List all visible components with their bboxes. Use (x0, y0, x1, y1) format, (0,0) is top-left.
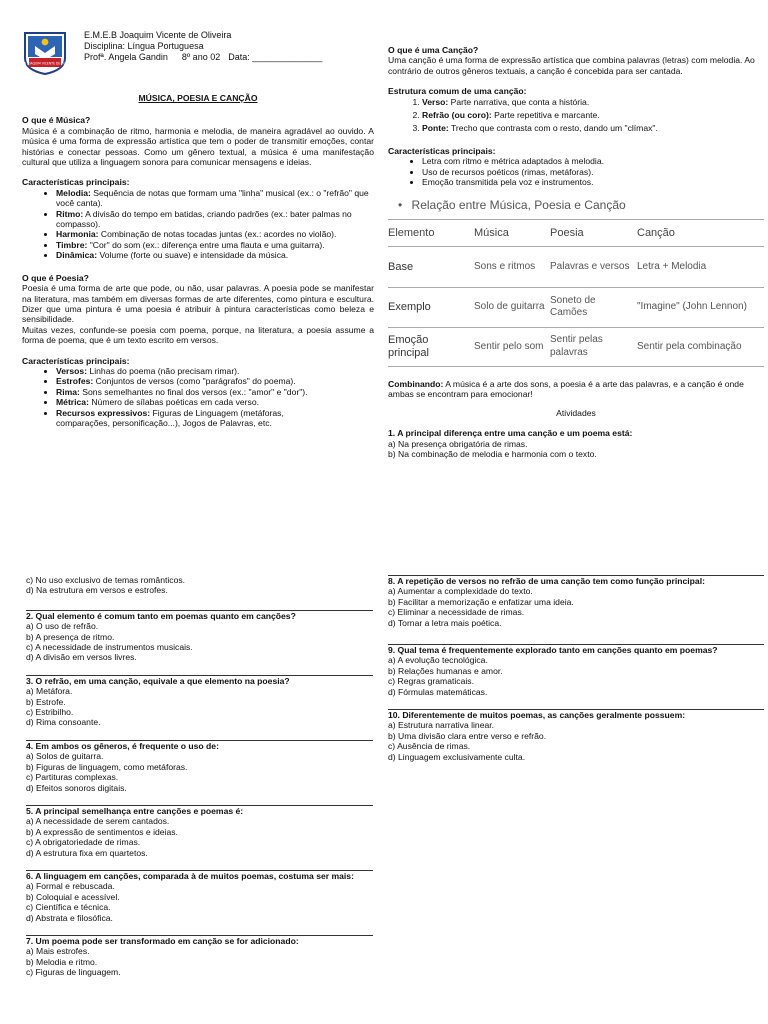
discipline: Disciplina: Língua Portuguesa (84, 41, 204, 51)
option[interactable]: d) Linguagem exclusivamente culta. (388, 751, 526, 762)
list-item: • Recursos expressivos: Figuras de Linguagem (metáforas, comparações, personificação...), Jogos de Palavras, etc. (56, 408, 374, 429)
option[interactable]: b) Facilitar a memorização e enfatizar uma ideia. (388, 596, 574, 607)
table-cell: Exemplo (388, 287, 474, 327)
list-item: • Uso de recursos poéticos (rimas, metáforas). (422, 167, 764, 177)
list-item: • Rima: Sons semelhantes no final dos versos (ex.: "amor" e "dor"). (56, 387, 374, 397)
question-4 (26, 741, 373, 793)
list-item: • Harmonia: Combinação de notas tocadas juntas (ex.: acordes no violão). (56, 229, 374, 239)
right-questions-column (388, 575, 764, 762)
list-item: 2. Refrão (ou coro): Parte repetitiva e marcante. (422, 110, 764, 120)
relacao-heading-row (388, 197, 764, 213)
option[interactable]: b) Na combinação de melodia e harmonia com o texto. (388, 449, 597, 459)
option[interactable]: b) A expressão de sentimentos e ideias. (26, 826, 178, 837)
grade: 8º ano 02 (181, 52, 221, 62)
question-10 (388, 710, 764, 762)
column-header: Música (474, 220, 550, 247)
combinando-text: Combinando: A música é a arte dos sons, a poesia é a arte das palavras, e a canção é onde ambas se encontram para emocionar! (388, 378, 744, 400)
question-text: 6. A linguagem em canções, comparada à de muitos poemas, costuma ser mais: (26, 870, 354, 881)
table-cell: "Imagine" (John Lennon) (637, 287, 764, 327)
column-header: Poesia (550, 220, 637, 247)
option[interactable]: a) Na presença obrigatória de rimas. (388, 438, 528, 449)
list-item: 3. Ponte: Trecho que contrasta com o resto, dando um "clímax". (422, 123, 764, 133)
poesia-char-list (22, 366, 374, 428)
option[interactable]: c) No uso exclusivo de temas românticos. (26, 575, 186, 585)
cancao-struct-list (388, 97, 764, 134)
poesia-text-1: Poesia é uma forma de arte que pode, ou não, usar palavras. A poesia pode se manifestar na literatura, mas também em diversas formas de arte diferentes, como pintura e escultura. Dizer que uma pintura é uma poesia é atribuir à pintura características como beleza e sensibilidade. (22, 283, 374, 325)
list-item: • Melodia: Sequência de notas que formam uma "linha" musical (ex.: o "refrão" que você canta). (56, 188, 374, 209)
cancao-char-heading: Características principais: (388, 145, 496, 156)
musica-char-list (22, 188, 374, 261)
option[interactable]: d) Abstrata e filosófica. (26, 912, 113, 923)
question-7 (26, 936, 373, 978)
question-2 (26, 611, 373, 663)
option[interactable]: a) A evolução tecnológica. (388, 655, 488, 666)
poesia-heading: O que é Poesia? (22, 272, 89, 283)
option[interactable]: d) Na estrutura em versos e estrofes. (26, 585, 168, 596)
list-item: • Timbre: "Cor" do som (ex.: diferença entre uma flauta e uma guitarra). (56, 240, 374, 250)
option[interactable]: c) A obrigatoriedade de rimas. (26, 837, 141, 848)
page-title: MÚSICA, POESIA E CANÇÃO (138, 93, 258, 103)
column-header: Canção (637, 220, 764, 247)
list-item: • Dinâmica: Volume (forte ou suave) e intensidade da música. (56, 250, 374, 260)
poesia-char-heading: Características principais: (22, 355, 130, 366)
question-1 (388, 428, 764, 459)
question-text: 7. Um poema pode ser transformado em canção se for adicionado: (26, 935, 299, 946)
question-9 (388, 645, 764, 697)
option[interactable]: c) Científica e técnica. (26, 902, 111, 913)
option[interactable]: a) O uso de refrão. (26, 621, 99, 632)
question-text: 8. A repetição de versos no refrão de uma canção tem como função principal: (388, 576, 705, 586)
list-item: • Letra com ritmo e métrica adaptados à melodia. (422, 156, 764, 166)
option[interactable]: a) Formal e rebuscada. (26, 881, 115, 892)
question-5 (26, 806, 373, 858)
table-cell: Sentir pelo som (474, 327, 550, 366)
option[interactable]: b) Coloquial e acessível. (26, 891, 120, 902)
table-row (388, 287, 764, 327)
option[interactable]: c) A necessidade de instrumentos musicais. (26, 642, 193, 653)
option[interactable]: c) Partituras complexas. (26, 772, 119, 783)
option[interactable]: d) Efeitos sonoros digitais. (26, 782, 127, 793)
option[interactable]: d) A estrutura fixa em quartetos. (26, 847, 148, 858)
option[interactable]: c) Regras gramaticais. (388, 676, 474, 687)
option[interactable]: d) A divisão em versos livres. (26, 652, 137, 663)
left-top-column (14, 30, 374, 428)
cancao-char-list (388, 156, 764, 187)
option[interactable]: c) Ausência de rimas. (388, 741, 471, 752)
option[interactable]: b) Melodia e ritmo. (26, 956, 98, 967)
list-item: • Emoção transmitida pela voz e instrumentos. (422, 177, 764, 187)
option[interactable]: c) Figuras de linguagem. (26, 967, 121, 978)
question-text: 2. Qual elemento é comum tanto em poemas quanto em canções? (26, 610, 296, 621)
table-cell: Sons e ritmos (474, 246, 550, 287)
table-cell: Palavras e versos (550, 246, 637, 287)
question-text: 3. O refrão, em uma canção, equivale a que elemento na poesia? (26, 675, 290, 686)
option[interactable]: b) A presença de ritmo. (26, 631, 115, 642)
option[interactable]: c) Eliminar a necessidade de rimas. (388, 607, 525, 618)
poesia-text-2: Muitas vezes, confunde-se poesia com poema, porque, na literatura, a poesia assume a forma de poema, que é um texto escrito em versos. (22, 324, 374, 346)
option[interactable]: b) Estrofe. (26, 696, 66, 707)
table-cell: Base (388, 246, 474, 287)
table-cell: Emoção principal (388, 327, 474, 366)
question-text: 1. A principal diferença entre uma canção e um poema está: (388, 428, 633, 439)
table-cell: Sentir pelas palavras (550, 327, 637, 366)
option[interactable]: b) Uma divisão clara entre verso e refrão. (388, 730, 547, 741)
question-6 (26, 871, 373, 923)
option[interactable]: a) A necessidade de serem cantados. (26, 816, 170, 827)
date-field[interactable]: Data: ______________ (228, 52, 323, 62)
option[interactable]: c) Estribilho. (26, 707, 74, 718)
table-row (388, 327, 764, 366)
question-text: 4. Em ambos os gêneros, é frequente o uso de: (26, 740, 219, 751)
right-top-column (388, 45, 764, 459)
cancao-heading: O que é uma Canção? (388, 45, 479, 55)
left-questions-column (26, 575, 373, 978)
school-name: E.M.E.B Joaquim Vicente de Oliveira (84, 30, 232, 40)
musica-char-heading: Características principais: (22, 177, 130, 188)
table-cell: Solo de guitarra (474, 287, 550, 327)
table-row (388, 246, 764, 287)
cancao-struct-heading: Estrutura comum de uma canção: (388, 86, 527, 97)
question-8 (388, 576, 764, 628)
atividades-heading: Atividades (556, 407, 596, 418)
bullet-icon: • (398, 198, 403, 213)
teacher: Profª. Angela Gandin (84, 52, 168, 62)
option[interactable]: a) Solos de guitarra. (26, 751, 104, 762)
cancao-text: Uma canção é uma forma de expressão artística que combina palavras (letras) com melodia. Ao contrário de outros gêneros textuais, a canção é concebida para ser cantada. (388, 55, 755, 76)
question-text: 9. Qual tema é frequentemente explorado tanto em canções quanto em poemas? (388, 645, 718, 656)
table-cell: Letra + Melodia (637, 246, 764, 287)
relacao-table (388, 219, 764, 367)
logo-text: E.M.E.B JOAQUIM VICENTE DE OLIVEIRA (14, 61, 76, 66)
list-item: • Estrofes: Conjuntos de versos (como "parágrafos" do poema). (56, 376, 374, 386)
list-item: • Ritmo: A divisão do tempo em batidas, criando padrões (ex.: bater palmas no compasso). (56, 209, 374, 230)
option[interactable]: a) Estrutura narrativa linear. (388, 720, 495, 731)
list-item: • Versos: Linhas do poema (não precisam rimar). (56, 366, 374, 376)
question-text: 10. Diferentemente de muitos poemas, as canções geralmente possuem: (388, 710, 686, 721)
option[interactable]: b) Figuras de linguagem, como metáforas. (26, 761, 188, 772)
table-cell: Soneto de Camões (550, 287, 637, 327)
table-header-row (388, 220, 764, 247)
option[interactable]: a) Mais estrofes. (26, 946, 90, 957)
option[interactable]: d) Rima consoante. (26, 717, 101, 728)
option[interactable]: a) Metáfora. (26, 686, 73, 697)
school-logo (14, 30, 76, 76)
question-3 (26, 676, 373, 728)
option[interactable]: d) Tornar a letra mais poética. (388, 617, 502, 628)
option[interactable]: b) Relações humanas e amor. (388, 665, 503, 676)
list-item: • Métrica: Número de sílabas poéticas em cada verso. (56, 397, 374, 407)
option[interactable]: a) Aumentar a complexidade do texto. (388, 586, 533, 597)
option[interactable]: d) Fórmulas matemáticas. (388, 686, 488, 697)
table-cell: Sentir pela combinação (637, 327, 764, 366)
column-header: Elemento (388, 220, 474, 247)
musica-heading: O que é Música? (22, 115, 91, 126)
question-text: 5. A principal semelhança entre canções e poemas é: (26, 805, 244, 816)
musica-text: Música é a combinação de ritmo, harmonia e melodia, de maneira agradável ao ouvido. A música é uma forma de expressão artística que tem o poder de transmitir emoções, contar histórias e conectar pessoas. Como um gênero textual, a música é uma manifestação cultural que utiliza a linguagem sonora para comunicar mensagens e ideias. (22, 125, 374, 168)
list-item: 1. Verso: Parte narrativa, que conta a história. (422, 97, 764, 107)
relacao-heading: Relação entre Música, Poesia e Canção (411, 198, 626, 213)
header (14, 30, 374, 92)
